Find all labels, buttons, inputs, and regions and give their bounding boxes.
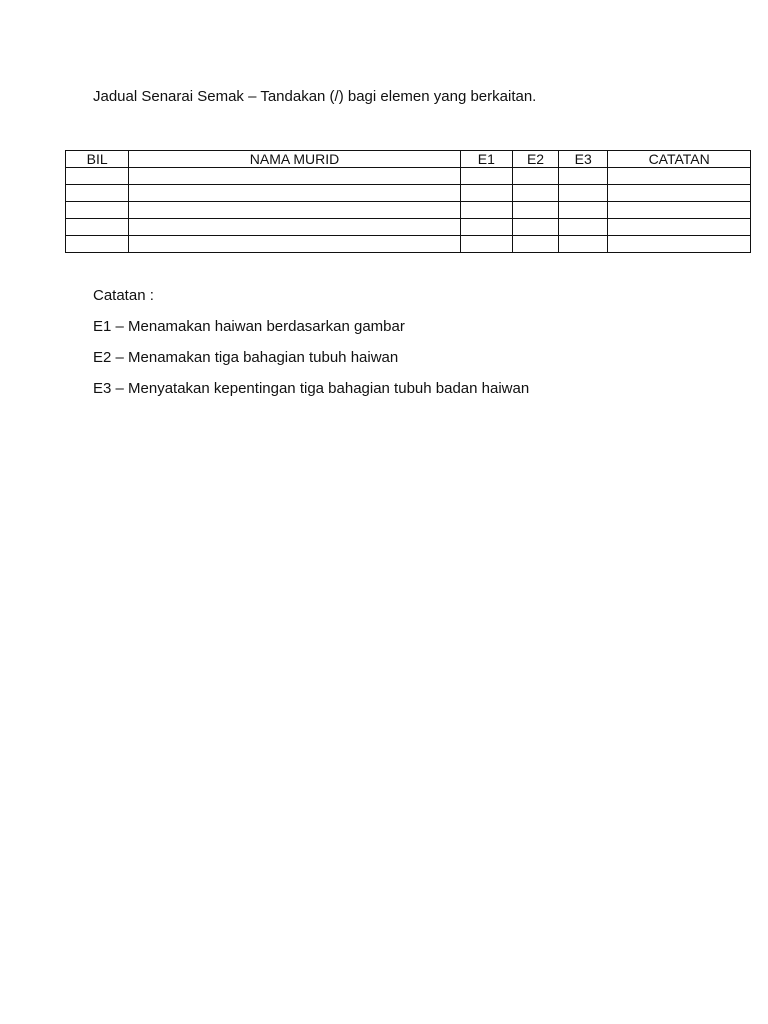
cell-nama-murid xyxy=(129,168,460,185)
header-nama-murid: NAMA MURID xyxy=(129,151,460,168)
cell-e1 xyxy=(460,236,512,253)
note-item-e3: E3 – Menyatakan kepentingan tiga bahagian tubuh badan haiwan xyxy=(93,380,530,397)
cell-e1 xyxy=(460,219,512,236)
note-item-e1: E1 – Menamakan haiwan berdasarkan gambar xyxy=(93,318,405,335)
cell-bil xyxy=(66,202,129,219)
cell-bil xyxy=(66,185,129,202)
notes-heading: Catatan : xyxy=(93,287,154,304)
table-row xyxy=(66,236,751,253)
checklist-table xyxy=(65,150,751,253)
table-row xyxy=(66,185,751,202)
header-e2: E2 xyxy=(512,151,558,168)
cell-catatan xyxy=(608,168,751,185)
header-catatan: CATATAN xyxy=(608,151,751,168)
notes-section xyxy=(93,286,529,410)
cell-nama-murid xyxy=(129,219,460,236)
cell-e1 xyxy=(460,168,512,185)
cell-e2 xyxy=(512,168,558,185)
intro-text: Jadual Senarai Semak – Tandakan (/) bagi elemen yang berkaitan. xyxy=(93,88,537,105)
cell-e1 xyxy=(460,202,512,219)
header-e1: E1 xyxy=(460,151,512,168)
cell-e3 xyxy=(559,185,608,202)
cell-bil xyxy=(66,236,129,253)
table-row xyxy=(66,219,751,236)
header-e3: E3 xyxy=(559,151,608,168)
header-bil: BIL xyxy=(66,151,129,168)
cell-catatan xyxy=(608,185,751,202)
cell-e2 xyxy=(512,185,558,202)
cell-e2 xyxy=(512,202,558,219)
table-row xyxy=(66,202,751,219)
cell-catatan xyxy=(608,219,751,236)
cell-e1 xyxy=(460,185,512,202)
cell-bil xyxy=(66,219,129,236)
cell-nama-murid xyxy=(129,236,460,253)
table-row xyxy=(66,168,751,185)
cell-e3 xyxy=(559,236,608,253)
cell-nama-murid xyxy=(129,185,460,202)
cell-nama-murid xyxy=(129,202,460,219)
cell-bil xyxy=(66,168,129,185)
cell-catatan xyxy=(608,236,751,253)
cell-e3 xyxy=(559,168,608,185)
cell-e3 xyxy=(559,202,608,219)
note-item-e2: E2 – Menamakan tiga bahagian tubuh haiwan xyxy=(93,349,399,366)
table-header-row xyxy=(66,151,751,168)
cell-e3 xyxy=(559,219,608,236)
cell-e2 xyxy=(512,236,558,253)
cell-catatan xyxy=(608,202,751,219)
cell-e2 xyxy=(512,219,558,236)
